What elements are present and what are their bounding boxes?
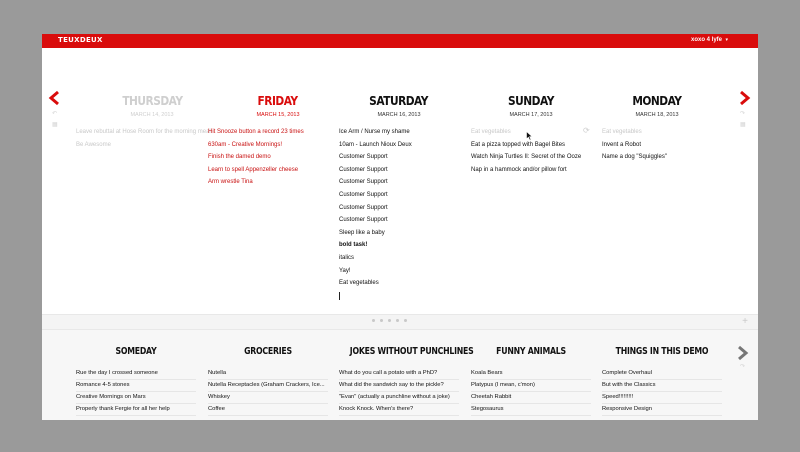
todo-item[interactable]: Invent a Robot [602, 141, 642, 148]
list-item[interactable]: Nutella Receptacles (Graham Crackers, Ice... [208, 380, 328, 392]
todo-item[interactable]: Customer Support [339, 217, 388, 224]
list-someday [76, 346, 196, 416]
list-item[interactable]: Speed!!!!!!!!! [602, 392, 722, 404]
list-item[interactable]: Whiskey [208, 392, 328, 404]
list-item[interactable]: What did the sandwich say to the pickle? [339, 380, 459, 392]
list-item[interactable]: Properly thank Fergie for all her help [76, 404, 196, 416]
todo-item[interactable]: Ice Arm / Nurse my shame [339, 129, 410, 135]
text-cursor[interactable] [339, 292, 340, 300]
redo-icon[interactable]: ↷ [740, 111, 746, 117]
list-title: FUNNY ANIMALS [496, 346, 566, 357]
day-date: MARCH 18, 2013 [635, 112, 679, 118]
todo-item[interactable]: Be Awesome [76, 141, 111, 148]
new-todo-input[interactable]: Eat vegetables [471, 129, 511, 135]
logo[interactable]: TEUXDEUX [58, 36, 103, 44]
day-date: MARCH 14, 2013 [130, 112, 174, 118]
day-name: THURSDAY [121, 93, 183, 108]
day-date: MARCH 15, 2013 [256, 112, 300, 118]
todo-item[interactable]: Sleep like a baby [339, 229, 385, 236]
section-divider [42, 314, 758, 330]
page-dot[interactable] [396, 319, 399, 322]
day-header-saturday [333, 92, 465, 118]
list-title: THINGS IN THIS DEMO [615, 346, 709, 357]
user-menu[interactable]: xoxo 4 lyfe [690, 37, 722, 43]
page-dot[interactable] [372, 319, 375, 322]
plus-icon[interactable]: + [742, 316, 748, 327]
todo-item[interactable]: Hit Snooze button a record 23 times [208, 129, 304, 135]
list-jokes [339, 346, 474, 416]
day-header-friday [212, 92, 344, 118]
list-groceries [208, 346, 328, 416]
todo-item[interactable]: Customer Support [339, 166, 388, 173]
list-item[interactable]: Knock Knock. When's there? [339, 404, 459, 416]
page-dot[interactable] [380, 319, 383, 322]
chevron-right-icon[interactable] [739, 91, 751, 105]
list-title: GROCERIES [244, 346, 292, 357]
day-list-monday [602, 126, 722, 164]
todo-item[interactable]: Customer Support [339, 154, 388, 161]
list-item[interactable]: Creative Mornings on Mars [76, 392, 196, 404]
list-item[interactable]: Rue the day I crossed someone [76, 368, 196, 380]
todo-item[interactable]: Leave rebuttal at Hose Room for the morning meal [76, 129, 211, 135]
top-bar [42, 34, 758, 48]
day-header-sunday [465, 92, 597, 118]
list-item[interactable]: Complete Overhaul [602, 368, 722, 380]
todo-item[interactable]: Customer Support [339, 179, 388, 186]
day-name: MONDAY [632, 93, 682, 108]
pagination-dots [372, 319, 407, 322]
day-name: SUNDAY [508, 93, 554, 108]
list-item[interactable]: Koala Bears [471, 368, 591, 380]
list-item[interactable]: Romance 4-5 stones [76, 380, 196, 392]
todo-item[interactable]: 10am - Launch Nioux Deux [339, 141, 412, 148]
chevron-left-icon[interactable] [48, 91, 60, 105]
list-title: SOMEDAY [115, 346, 157, 357]
todo-item[interactable]: Arm wrestle Tina [208, 179, 253, 186]
todo-item[interactable]: Yay! [339, 267, 351, 274]
list-title: JOKES WITHOUT PUNCHLINES [349, 346, 474, 357]
day-list-thursday [76, 126, 211, 151]
todo-item[interactable]: Customer Support [339, 204, 388, 211]
redo-icon[interactable]: ↷ [740, 364, 746, 370]
list-item[interactable]: But with the Classics [602, 380, 722, 392]
list-item[interactable]: Coffee [208, 404, 328, 416]
todo-item[interactable]: Eat a pizza topped with Bagel Bites [471, 141, 566, 148]
list-item[interactable]: Nutella [208, 368, 328, 380]
day-header-monday [591, 92, 723, 118]
todo-item[interactable]: Learn to spell Appenzeller cheese [208, 166, 299, 173]
todo-item[interactable]: Nap in a hammock and/or pillow fort [471, 166, 567, 173]
day-header-thursday [86, 92, 218, 118]
day-name: FRIDAY [257, 93, 299, 108]
app-window [42, 34, 758, 420]
todo-item[interactable]: bold task! [339, 242, 368, 249]
day-name: SATURDAY [369, 93, 429, 108]
list-item[interactable]: Responsive Design [602, 404, 722, 416]
list-item[interactable]: Stegosaurus [471, 404, 591, 416]
todo-item[interactable]: Watch Ninja Turtles II: Secret of the Ooze [471, 154, 582, 161]
todo-item[interactable]: Eat vegetables [339, 280, 379, 287]
todo-item[interactable]: 630am - Creative Mornings! [208, 141, 283, 148]
list-funny-animals [471, 346, 591, 416]
list-item[interactable]: What do you call a potato with a PhD? [339, 368, 459, 380]
todo-item[interactable]: Customer Support [339, 191, 388, 198]
list-things-in-demo [602, 346, 722, 416]
new-todo-input[interactable]: Eat vegetables [602, 129, 642, 135]
undo-icon[interactable]: ↶ [52, 111, 58, 117]
list-item[interactable]: "Evan" (actually a punchline without a joke) [339, 392, 459, 404]
custom-lists [42, 330, 758, 420]
day-date: MARCH 16, 2013 [377, 112, 421, 118]
chevron-down-icon[interactable]: ▾ [725, 37, 728, 43]
page-dot[interactable] [388, 319, 391, 322]
todo-item[interactable]: Name a dog "Squiggles" [602, 154, 667, 161]
calendar-icon[interactable]: ▦ [740, 122, 746, 128]
day-date: MARCH 17, 2013 [509, 112, 553, 118]
todo-item[interactable]: italics [339, 254, 355, 261]
mouse-pointer-icon [526, 128, 533, 146]
calendar-icon[interactable]: ▦ [52, 122, 58, 128]
refresh-icon[interactable]: ⟳ [583, 126, 590, 135]
page-dot[interactable] [404, 319, 407, 322]
todo-item[interactable]: Finish the damed demo [208, 154, 271, 161]
day-list-friday [208, 126, 328, 189]
list-item[interactable]: Cheetah Rabbit [471, 392, 591, 404]
list-item[interactable]: Platypus (I mean, c'mon) [471, 380, 591, 392]
day-list-saturday [339, 126, 459, 300]
